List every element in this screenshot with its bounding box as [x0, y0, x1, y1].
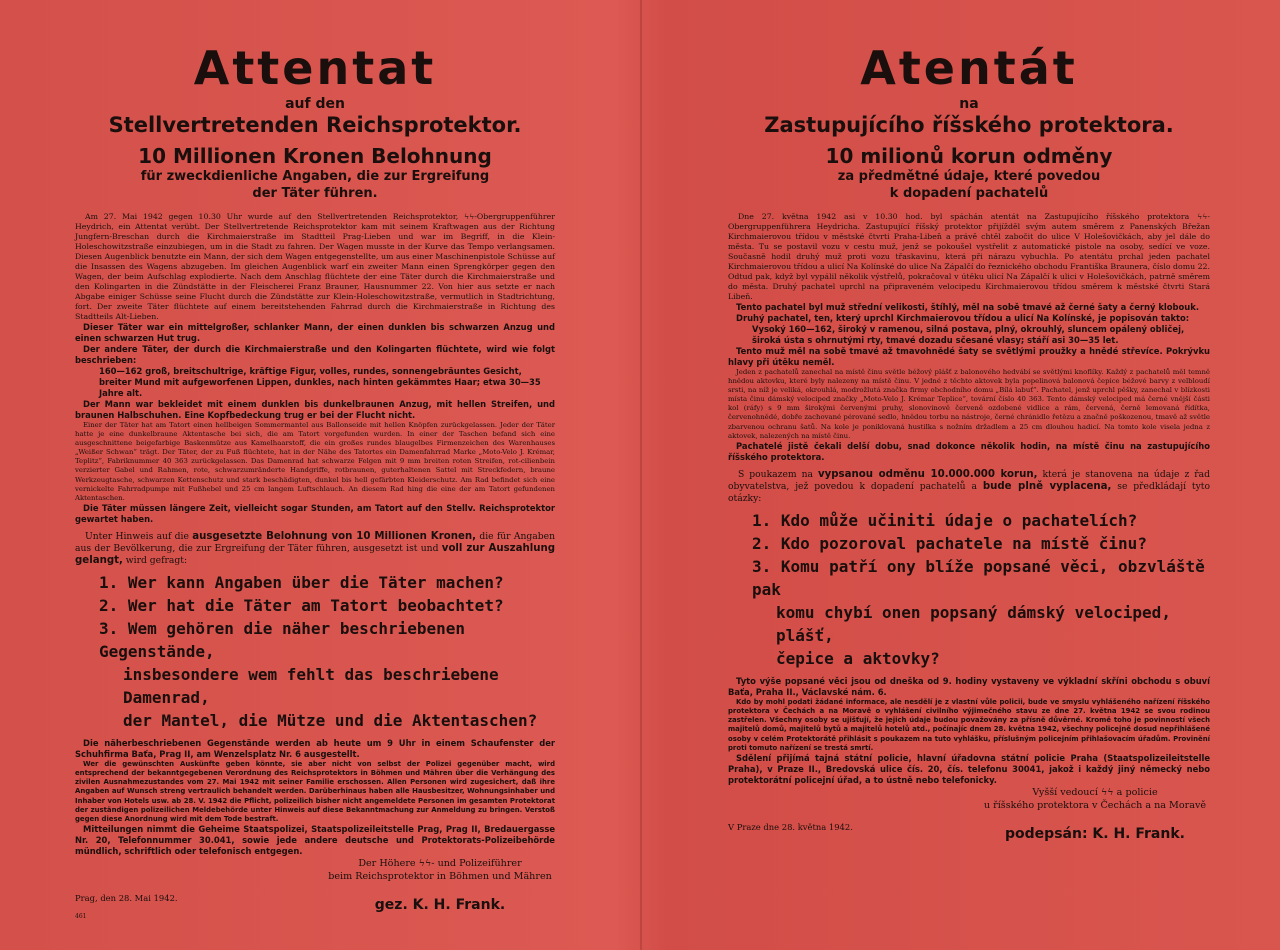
czech-signer: podepsán: K. H. Frank. [1005, 825, 1185, 842]
german-paragraph-9: Mitteilungen nimmt die Geheime Staatspolizei, Staatspolizeileitstelle Prag, Prag II, Bredauergasse Nr. 20, Telefonnummer 30.041, sowie jede andere deutsche und Protektorats-Polizeibehörde mündlich, schriftlich oder telefonisch entgegen. [75, 824, 555, 857]
czech-date: V Praze dne 28. května 1942. [728, 821, 853, 832]
german-paragraph-8: Wer die gewünschten Auskünfte geben könnte, sie aber nicht von selbst der Polizei gegenüber macht, wird entsprechend der bekanntgegebenen Verordnung des Reichsprotektors in Böhmen und Mähren über die Verhängung des zivilen Ausnahmezustandes vom 27. Mai 1942 mit seiner Familie erschossen. Allen Personen wird zugesichert, daß ihre Angaben auf Wunsch streng vertraulich behandelt werden. Darüberhinaus haben alle Hausbesitzer, Wohnungsinhaber und Inhaber von Hotels usw. ab 28. V. 1942 die Pflicht, polizeilich bisher nicht angemeldete Personen im gesamten Protektorat der zuständigen polizeilichen Meldebehörde unter Hinweis auf diese Bekanntmachung zur Anmeldung zu bringen. Verstoß gegen diese Anordnung wird mit dem Tode bestraft. [75, 759, 555, 824]
czech-question-3-line2: komu chybí onen popsaný dámský velociped, plášť, [776, 602, 1171, 645]
german-suspect-description: 160—162 groß, breitschultrige, kräftige Figur, volles, rundes, sonnengebräuntes Gesicht, breiter Mund mit aufgeworfenen Lippen, dunkles, nach hinten gekämmtes Haar; etwa 30—35 Jahre alt. [99, 366, 541, 398]
czech-reward-sub1: za předmětné údaje, které povedou [837, 169, 1101, 184]
czech-title: Atentát [860, 41, 1078, 95]
center-fold [640, 0, 642, 950]
czech-paragraph-5: Jeden z pachatelů zanechal na místě činu světle béžový plášť z balonového hedvábí se světlými knoflíky. Každý z pachatelů měl temně hnědou aktovku, které byly nalezeny na místě činu. V jedné z těchto aktovek byla popelinová balonová čepice béžové barvy z velbloudí srsti, na níž je veliká, okrouhlá, modrožlutá značka firmy obchodního domu „Bílá labuť“. Pachatel, jenž uprchl pěšky, zanechal v blízkosti místa činu dámský velociped značky „Moto-Velo J. Krémar Teplice“, tovární číslo 40 363. Tento dámský velociped má černé vnější části kol (ráfy) s 9 mm širokými červenými pruhy, slonovinově červeně ozdobené vidlice a rám, červená, černě lemovaná řídítka, červenohnědé, dobře zachované pérované sedlo, hnědou torbu na nástroje, černé chránidlo řetězu a značně poškozenou, tmavě až světle zbarvenou ochranu šatů. Na kole je poniklovaná hustilka s nožním držadlem a 25 cm dlouhou hadicí. Na tomto kole visela jedna z aktovek, nalezených na místě činu. [728, 368, 1210, 440]
german-date: Prag, den 28. Mai 1942. [75, 893, 178, 904]
czech-question-3-line3: čepice a aktovky? [776, 648, 940, 668]
czech-appeal: S poukazem na vypsanou odměnu 10.000.000 korun, která je stanovena na údaje z řad obyvatelstva, jež povedou k dopadení pachatelů a bude plně vyplacena, se předkládají tyto otázky: [728, 468, 1211, 504]
german-signature-block [75, 857, 555, 921]
czech-paragraph-7: Tyto výše popsané věci jsou od dneška od 9. hodiny vystaveny ve výkladní skříni obchodu s obuví Baťa, Praha II., Václavské nám. 6. [728, 675, 1210, 697]
german-paragraph-5: Einer der Täter hat am Tatort einen hellbeigen Sommermantel aus Ballonseide mit hellen Knöpfen zurückgelassen. Jeder der Täter hatte je eine dunkelbraune Aktentasche bei sich, die am Tatort vorgefunden wurden. In einer der Taschen befand sich eine ausgeschnittene beigefarbige Baskenmütze aus Kamelhaarstoff, die ein großes rundes blaugelbes Firmenzeichen des Warenhauses „Weißer Schwan“ trägt. Der Täter, der zu Fuß flüchtete, hat in der Nähe des Tatortes ein Damenfahrrad Marke „Moto-Velo J. Krémar, Teplitz“, Fabriknummer 40 363 zurückgelassen. Das Damenrad hat schwarze Felgen mit 9 mm breiten roten Streifen, rot-cilienbein verzierter Gabel und Rahmen, rote, schwarzumränderte Handgriffe, rotbraunen, guterhaltenen Sattel mit Streckfedern, braune Werkzeugtasche, schwarzen Kettenschutz und stark beschädigten, dunkel bis hell gefärbten Kleiderschutz. Am Rad befindet sich eine vernickelte Fahrradpumpe mit Fußhebel und 25 cm langem Luftschlauch. An diesem Rad hing die eine der am Tatort gefundenen Aktentaschen. [75, 421, 555, 502]
czech-reward-sub2: k dopadení pachatelů [889, 186, 1049, 201]
german-signer: gez. K. H. Frank. [374, 897, 506, 914]
german-paragraph-3: Der andere Täter, der durch die Kirchmaierstraße und den Kolingarten flüchtete, wird wie folgt beschrieben: [75, 344, 555, 365]
czech-paragraph-3: Druhý pachatel, ten, který uprchl Kirchmaierovou třídou a ulicí Na Kolínské, je popisován takto: [736, 313, 1190, 323]
czech-paragraph-9: Sdělení přijímá tajná státní policie, hlavní úřadovna státní policie Praha (Staatspolizeileitstelle Praha), v Praze II., Bredovská ulice čís. 20, čís. telefonu 30041, jakož i každý jiný německý nebo protektorátní policejní úřad, a to ústně nebo telefonicky. [728, 752, 1210, 785]
german-paragraph-4: Der Mann war bekleidet mit einem dunklen bis dunkelbraunen Anzug, mit hellen Streifen, und braunen Halbschuhen. Eine Kopfbedeckung trug er bei der Flucht nicht. [75, 399, 555, 420]
czech-subtitle1: na [959, 96, 979, 112]
czech-question-3: 3. Komu patří ony blíže popsané věci, obzvláště pak [752, 556, 1205, 599]
german-subtitle2: Stellvertretenden Reichsprotektor. [108, 113, 522, 137]
czech-paragraph-1: Dne 27. května 1942 asi v 10.30 hod. byl spáchán atentát na Zastupujícího říšského protektora ϟϟ-Obergruppenführera Heydricha. Zastupující říšský protektor přijížděl svým autem směrem z Panenských Břežan Kirchmaierovou třídou v městské čtvrti Praha-Libeň a právě chtěl zabočit do ulice V Holešovičkách, aby jel dále do města. Tu se postavil vozu v cestu muž, jenž se pokoušel vystřelit z automatické pistole na osoby, sedící ve voze. Současně hodil druhý muž proti vozu třaskavinu, která při nárazu vybuchla. Po atentátu prchal jeden pachatel Kirchmaierovou třídou a ulicí Na Kolínské do ulice Na Zápalčí do řeznického obchodu Františka Braunera, číslo domu 22. Odtud pak, když byl vypálil několik výstřelů, pokračoval v útěku ulicí Na Zápalčí k ulici v Holešovičkách, patrně směrem do města. Druhý pachatel uprchl na připraveném velocipedu Kirchmaierovou třídou směrem k městské čtvrti Stará Libeň. [728, 212, 1210, 301]
german-paragraph-6: Die Täter müssen längere Zeit, vielleicht sogar Stunden, am Tatort auf den Stellv. Reichsprotektor gewartet haben. [75, 502, 555, 524]
czech-paragraph-4: Tento muž měl na sobě tmavé až tmavohnědé šaty se světlými proužky a hnědé střevíce. Pokrývku hlavy při útěku neměl. [728, 346, 1210, 367]
german-title: Attentat [193, 41, 437, 95]
german-reward-headline: 10 Millionen Kronen Belohnung [138, 144, 492, 168]
czech-paragraph-6: Pachatelé jistě čekali delší dobu, snad dokonce několik hodin, na místě činu na zastupujícího říšského protektora. [728, 440, 1210, 462]
czech-subtitle2: Zastupujícího říšského protektora. [764, 113, 1174, 137]
czech-signature-block [728, 786, 1210, 846]
czech-reward-headline: 10 milionů korun odměny [825, 144, 1113, 168]
czech-suspect-description: Vysoký 160—162, široký v ramenou, silná postava, plný, okrouhlý, sluncem opálený obličej, široká ústa s ohrnutými rty, tmavé dozadu sčesané vlasy; stáří asi 30—35 let. [752, 324, 1185, 345]
german-subtitle1: auf den [285, 96, 345, 112]
german-question-2: 2. Wer hat die Täter am Tatort beobachtet? [99, 595, 504, 615]
czech-questions [728, 509, 1210, 670]
german-paragraph-7: Die näherbeschriebenen Gegenstände werden ab heute um 9 Uhr in einem Schaufenster der Schuhfirma Baťa, Prag II, am Wenzelsplatz Nr. 6 ausgestellt. [75, 737, 555, 759]
german-office: Der Höhere ϟϟ- und Polizeiführer beim Reichsprotektor in Böhmen und Mähren [328, 858, 552, 883]
german-question-3: 3. Wem gehören die näher beschriebenen Gegenstände, [99, 618, 466, 661]
german-column [75, 40, 556, 921]
german-appeal: Unter Hinweis auf die ausgesetzte Belohnung von 10 Millionen Kronen, die für Angaben aus der Bevölkerung, die zur Ergreifung der Täter führen, ausgesetzt ist und voll zur Auszahlung gelangt, wird gefragt: [75, 530, 556, 566]
czech-paragraph-8: Kdo by mohl podati žádané informace, ale nesdělí je z vlastní vůle policii, bude ve smyslu vyhlášeného nařízení říšského protektora v Čechách a na Moravě o vyhlášení civilního výjimečného stavu ze dne 27. května 1942 se svou rodinou zastřelen. Všechny osoby se ujišťují, že jejich údaje budou považovány za přísně důvěrné. Kromě toho je povinností všech majitelů domů, majitelů bytů a majitelů hotelů atd., počínajíc dnem 28. května 1942, všechny policejně dosud nepřihlášené osoby v celém Protektorátě přihlásit s poukazem na tuto vyhlášku, příslušným policejním přihlašovacím úřadům. Provinění proti tomuto nařízení se trestá smrtí. [728, 697, 1210, 752]
german-questions [75, 571, 555, 732]
german-paragraph-1: Am 27. Mai 1942 gegen 10.30 Uhr wurde auf den Stellvertretenden Reichsprotektor, ϟϟ-Obergruppenführer Heydrich, ein Attentat verübt. Der Stellvertretende Reichsprotektor kam mit seinem Kraftwagen aus der Richtung Jungfern-Breschan durch die Kirchmaierstraße im Stadtteil Prag-Lieben und war im Begriff, in die Klein-Holeschowitzstraße einzubiegen, um in die Stadt zu fahren. Der Wagen musste in der Kurve das Tempo verlangsamen. Diesen Augenblick benutzte ein Mann, der sich dem Wagen entgegenstellte, um aus einer Maschinenpistole Schüsse auf die Insassen des Wagens abzugeben. Im gleichen Augenblick warf ein zweiter Mann einen Sprengkörper gegen den Wagen, der beim Aufschlag explodierte. Nach dem Anschlag flüchtete der eine Täter durch die Kirchmaierstraße und den Kolingarten in die Zündstätte in der Fleischerei Franz Brauner, Hausnummer 22. Von hier aus setzte er nach Abgabe einiger Schüsse seine Flucht durch die Zündstätte zur Klein-Holeschowitzstraße, vermutlich in Stadtrichtung, fort. Der zweite Täter flüchtete auf einem bereitstehenden Fahrrad durch die Kirchmaierstraße in Richtung des Stadtteils Alt-Lieben. [75, 212, 555, 321]
german-question-3-line3: der Mantel, die Mütze und die Aktentaschen? [123, 710, 538, 730]
german-question-1: 1. Wer kann Angaben über die Täter machen? [99, 572, 504, 592]
german-question-3-line2: insbesondere wem fehlt das beschriebene Damenrad, [123, 664, 499, 707]
german-paragraph-2: Dieser Täter war ein mittelgroßer, schlanker Mann, der einen dunklen bis schwarzen Anzug und einen schwarzen Hut trug. [75, 322, 555, 343]
print-number: 461 [75, 913, 87, 921]
german-reward-sub1: für zweckdienliche Angaben, die zur Ergreifung [140, 169, 490, 184]
czech-office: Vyšší vedoucí ϟϟ a policie u říšského protektora v Čechách a na Moravě [983, 786, 1207, 811]
czech-paragraph-2: Tento pachatel byl muž střední velikosti, štíhlý, měl na sobě tmavé až černé šaty a černý klobouk. [736, 302, 1200, 312]
czech-column [728, 40, 1210, 846]
czech-question-2: 2. Kdo pozoroval pachatele na místě činu? [752, 533, 1147, 553]
german-reward-sub2: der Täter führen. [252, 186, 378, 201]
czech-question-1: 1. Kdo může učiniti údaje o pachatelích? [752, 510, 1138, 530]
